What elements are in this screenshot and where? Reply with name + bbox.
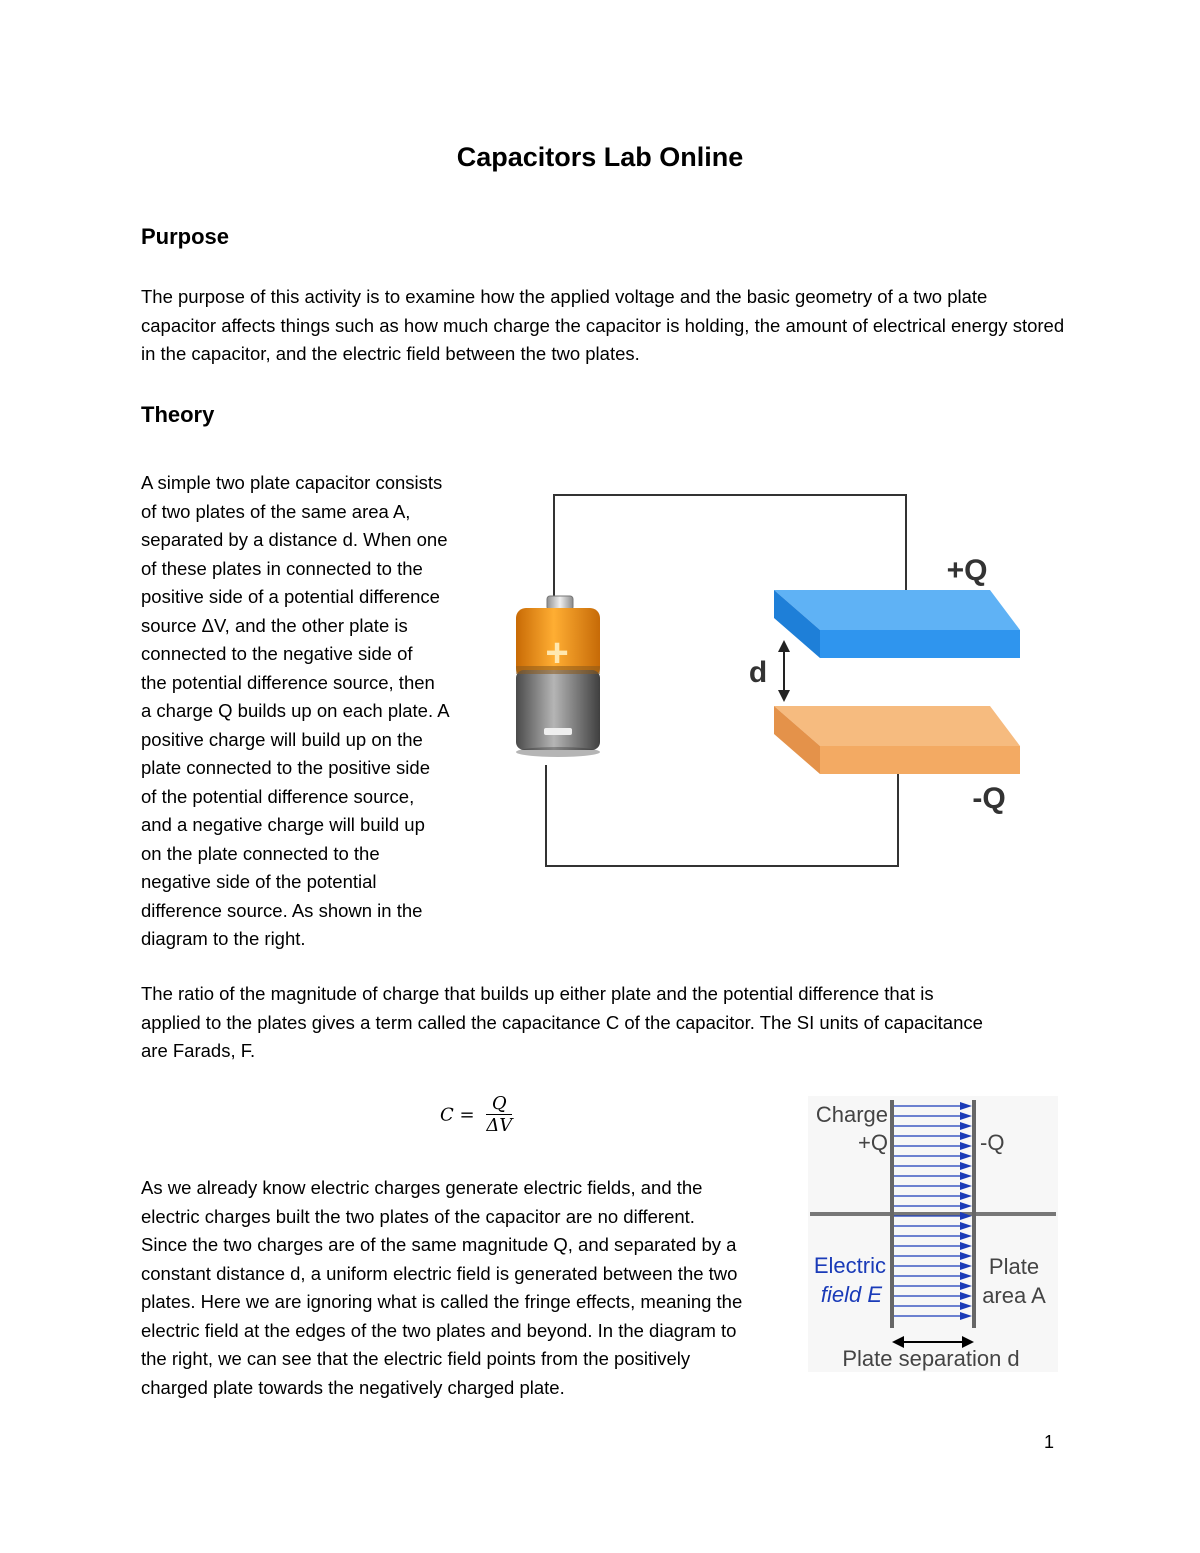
plate-label-line2: area A: [982, 1283, 1046, 1308]
intro-line: connected to the negative side of: [141, 643, 413, 664]
capacitance-line: applied to the plates gives a term called the capacitance C of the capacitor. The SI units of capacitance: [141, 1011, 983, 1033]
positive-plate: [774, 590, 1020, 658]
intro-line: of these plates in connected to the: [141, 557, 423, 579]
intro-line: a charge Q builds up on each plate. A: [141, 700, 450, 721]
intro-line: separated by a distance d. When one: [141, 529, 448, 550]
intro-line: on the plate connected to the: [141, 842, 380, 864]
field-label-line1: Electric: [813, 1253, 886, 1278]
page-number: 1: [1044, 1432, 1055, 1452]
minus-q-label: -Q: [980, 1130, 1005, 1155]
field-line: electric charges built the two plates of the capacitor are no different.: [141, 1205, 695, 1227]
battery-icon: [516, 596, 600, 757]
plate-label-line1: Plate: [988, 1254, 1040, 1279]
intro-line: and a negative charge will build up: [141, 814, 425, 835]
theory-heading: Theory: [141, 402, 215, 427]
theory-intro-paragraph: [141, 469, 481, 954]
equation-numerator: Q: [486, 1094, 512, 1115]
intro-line: of the potential difference source,: [141, 785, 415, 807]
field-line: constant distance d, a uniform electric field is generated between the two: [141, 1262, 738, 1284]
battery-plus-sign: +: [545, 631, 569, 675]
intro-line: negative side of the potential: [141, 871, 377, 892]
equation-lhs: C =: [440, 1104, 475, 1126]
capacitance-line: The ratio of the magnitude of charge that builds up either plate and the potential difference that is: [141, 983, 934, 1004]
capacitor-circuit-diagram: [500, 480, 1040, 880]
electric-field-paragraph: [141, 1174, 801, 1402]
separation-label: d: [748, 656, 768, 689]
intro-line: A simple two plate capacitor consists: [141, 472, 443, 493]
purpose-paragraph: The purpose of this activity is to examine how the applied voltage and the basic geometry of a two plate capacitor affects things such as how much charge the capacitor is holding, the amount of electrical energy stored in the capacitor, and the electric field between the two plates.: [141, 286, 1065, 364]
field-line: the right, we can see that the electric field points from the positively: [141, 1348, 691, 1369]
separation-arrow: [778, 640, 790, 702]
minus-charge-label: -Q: [972, 782, 1006, 815]
field-line: charged plate towards the negatively charged plate.: [141, 1376, 565, 1398]
intro-line: of two plates of the same area A,: [141, 500, 411, 522]
field-label-line2: field E: [820, 1282, 882, 1307]
field-line: Since the two charges are of the same magnitude Q, and separated by a: [141, 1234, 737, 1255]
field-line: As we already know electric charges generate electric fields, and the: [141, 1177, 703, 1198]
equation-fraction: [486, 1094, 512, 1137]
intro-line: difference source. As shown in the: [141, 899, 423, 921]
plus-charge-label: +Q: [946, 554, 988, 587]
electric-field-diagram: [808, 1096, 1058, 1372]
intro-line: diagram to the right.: [141, 928, 306, 949]
intro-line: plate connected to the positive side: [141, 757, 430, 778]
separation-caption: Plate separation d: [842, 1346, 1020, 1371]
intro-line: positive charge will build up on the: [141, 728, 423, 750]
equation-denominator: ΔV: [486, 1115, 513, 1136]
intro-line: source ΔV, and the other plate is: [141, 614, 408, 636]
capacitance-line: are Farads, F.: [141, 1040, 256, 1061]
field-line: plates. Here we are ignoring what is called the fringe effects, meaning the: [141, 1291, 743, 1312]
capacitance-paragraph: [141, 980, 1066, 1066]
intro-line: positive side of a potential difference: [141, 586, 440, 607]
plus-q-label: +Q: [858, 1130, 888, 1155]
intro-line: the potential difference source, then: [141, 671, 435, 693]
capacitance-equation: [440, 1094, 512, 1137]
page-title: Capacitors Lab Online: [456, 142, 744, 172]
purpose-heading: Purpose: [141, 224, 230, 249]
negative-plate: [774, 706, 1020, 774]
charge-label: Charge: [815, 1102, 888, 1127]
field-line: electric field at the edges of the two plates and beyond. In the diagram to: [141, 1319, 737, 1341]
